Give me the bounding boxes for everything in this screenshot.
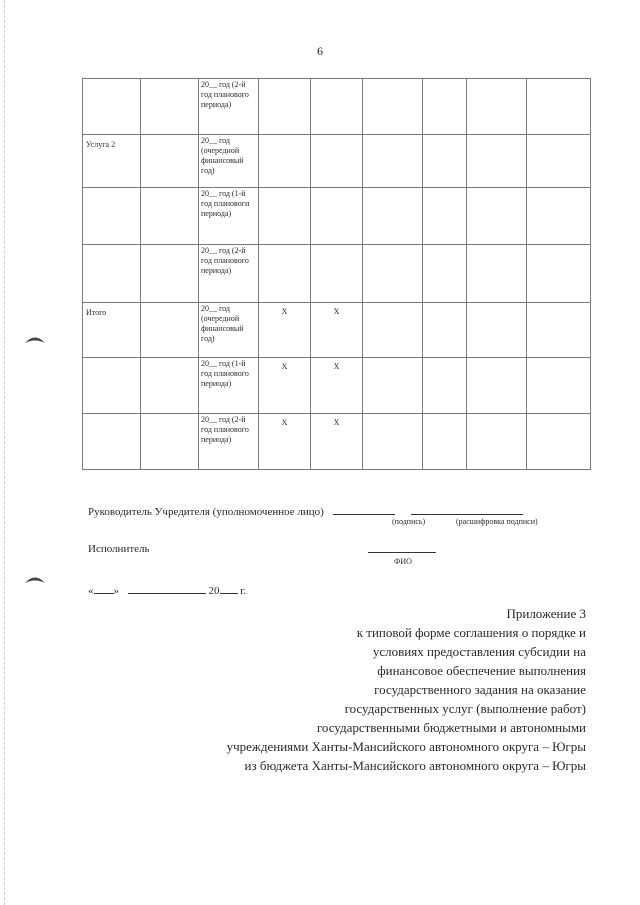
service-name-cell <box>83 188 141 245</box>
punch-hole-mark <box>24 334 46 344</box>
appendix-line: учреждениями Ханты-Мансийского автономного округа – Югры <box>226 739 586 754</box>
appendix-line: государственных услуг (выполнение работ) <box>344 701 586 716</box>
x-mark: X <box>259 358 311 414</box>
service-name-cell <box>83 79 141 135</box>
decryption-caption: (расшифровка подписи) <box>456 517 538 526</box>
year-cell: 20__ год (1-й год плановоги периода) <box>199 188 259 245</box>
service-name-cell: Услуга 2 <box>83 135 141 188</box>
year-cell: 20__ год (очередной финансовый год) <box>199 303 259 358</box>
x-mark: X <box>259 303 311 358</box>
x-mark: X <box>259 414 311 470</box>
signature-caption: (подпись) <box>392 517 426 526</box>
service-name-cell <box>83 358 141 414</box>
subsidy-table <box>82 78 591 470</box>
x-mark: X <box>311 414 363 470</box>
table-row <box>83 135 591 188</box>
table-row <box>83 188 591 245</box>
table-row <box>83 358 591 414</box>
punch-hole-mark <box>24 574 46 584</box>
signature-blank <box>333 503 395 515</box>
date-line: « » 20 г. <box>88 582 246 597</box>
head-label: Руководитель Учредителя (уполномоченное лицо) <box>88 506 324 518</box>
service-name-cell <box>83 245 141 303</box>
page-number: 6 <box>317 44 323 58</box>
year-cell: 20__ год (2-й год планового периода) <box>199 79 259 135</box>
fio-caption: ФИО <box>394 557 412 566</box>
year-cell: 20__ год (2-й год планового периода) <box>199 245 259 303</box>
decryption-blank <box>411 503 523 515</box>
table-row <box>83 414 591 470</box>
x-mark: X <box>311 358 363 414</box>
appendix-line: государственного задания на оказание <box>374 682 586 697</box>
year-cell: 20__ год (1-й год планового периода) <box>199 358 259 414</box>
fio-blank <box>368 541 436 553</box>
service-name-cell <box>83 414 141 470</box>
service-name-cell: Итого <box>83 303 141 358</box>
appendix-line: к типовой форме соглашения о порядке и <box>356 625 586 640</box>
table-row <box>83 245 591 303</box>
executor-label: Исполнитель <box>88 543 150 555</box>
appendix-block <box>126 604 586 775</box>
appendix-line: финансовое обеспечение выполнения <box>377 663 586 678</box>
year-cell: 20__ год (очередной финансовый год) <box>199 135 259 188</box>
head-signature-line <box>88 503 523 518</box>
appendix-line: условиях предоставления субсидии на <box>372 644 586 659</box>
appendix-line: государственными бюджетными и автономными <box>316 720 586 735</box>
table-row <box>83 303 591 358</box>
year-cell: 20__ год (2-й год планового периода) <box>199 414 259 470</box>
appendix-title: Приложение 3 <box>506 606 586 621</box>
table-row <box>83 79 591 135</box>
appendix-line: из бюджета Ханты-Мансийского автономного округа – Югры <box>244 758 586 773</box>
x-mark: X <box>311 303 363 358</box>
page-edge <box>4 0 6 905</box>
